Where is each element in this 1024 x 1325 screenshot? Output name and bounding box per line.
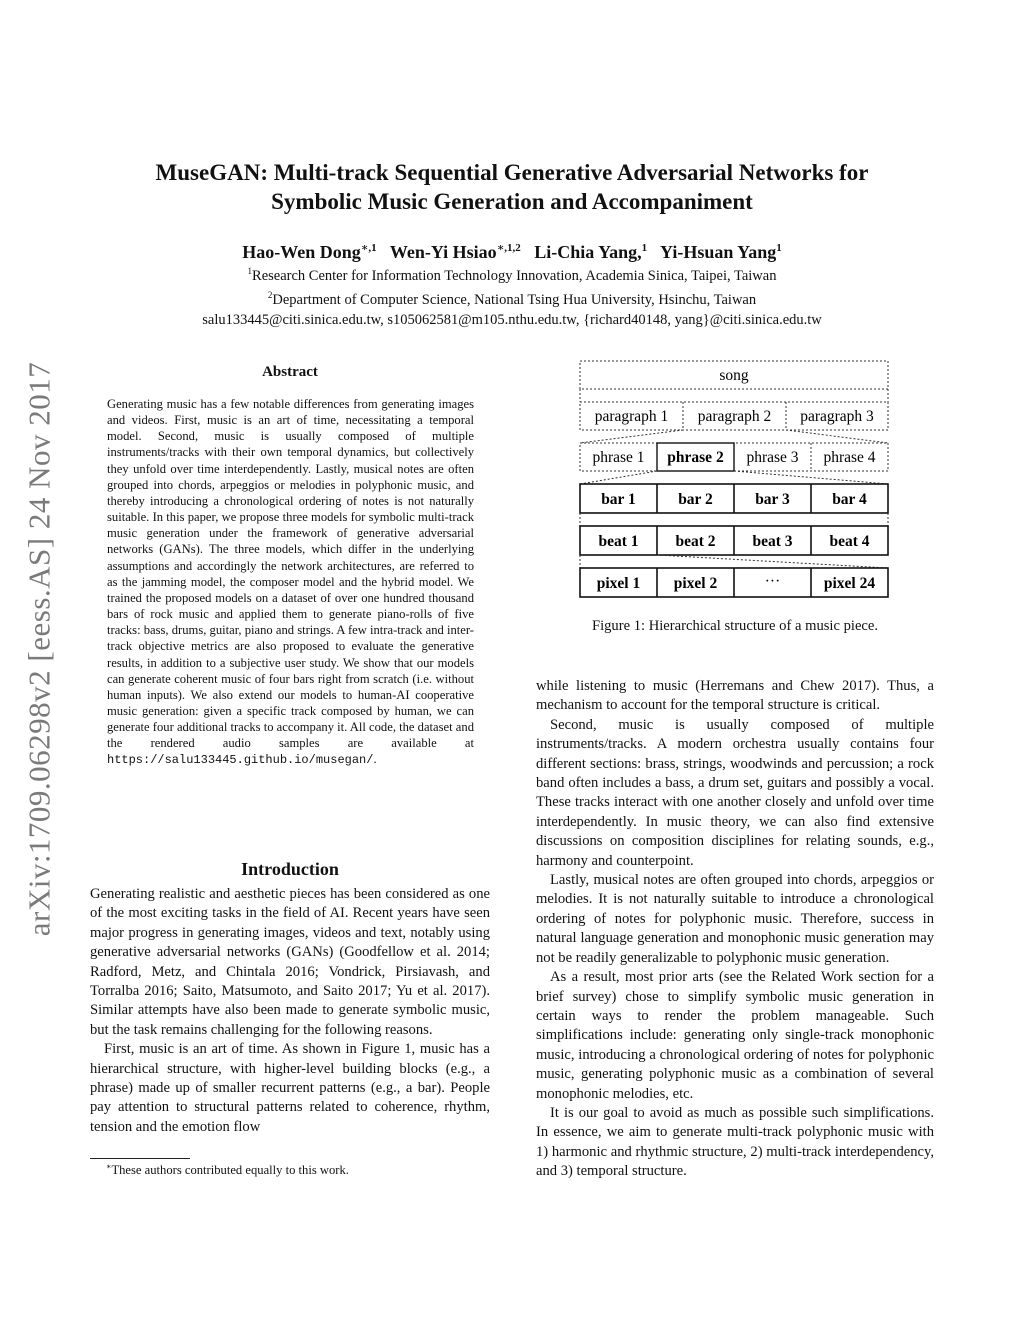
- author-2-affil: ∗,1,2: [496, 242, 521, 254]
- beat-4-label: beat 4: [829, 533, 870, 550]
- intro-paragraph-1: Generating realistic and aesthetic pieces has been considered as one of the most exciting tasks in the field of AI. Recent years have seen major progress in generating images, videos and text, notably using generative adversarial networks (GANs) (Goodfellow et al. 2014; Radford, Metz, and Chintala 2016; Vondrick, Pirsiavash, and Torralba 2016; Saito, Matsumoto, and Saito 2017; Yu et al. 2017). Similar attempts have also been made to generate symbolic music, but the task remains challenging for the following reasons.: [90, 886, 490, 1038]
- pixel-24-label: pixel 24: [823, 575, 876, 592]
- footnote-text: These authors contributed equally to this work.: [111, 1163, 349, 1178]
- right-column-body: [536, 677, 934, 1182]
- introduction-heading: Introduction: [241, 859, 339, 879]
- right-paragraph-0: while listening to music (Herremans and Chew 2017). Thus, a mechanism to account for the temporal structure is critical.: [536, 678, 934, 714]
- title-line-1: MuseGAN: Multi-track Sequential Generative Adversarial Networks for: [155, 160, 869, 185]
- phrase-3-label: phrase 3: [746, 449, 799, 466]
- paragraph-1-label: paragraph 1: [594, 408, 669, 425]
- paper-title: [120, 158, 904, 216]
- affiliation-1: [100, 262, 924, 286]
- phrase-1-label: phrase 1: [592, 449, 645, 466]
- intro-paragraph-2: First, music is an art of time. As shown in Figure 1, music has a hierarchical structure, with higher-level building blocks (e.g., a phrase) made up of smaller recurrent patterns (e.g., a bar). People pay attention to structural patterns related to coherence, rhythm, tension and the emotion flow: [90, 1041, 490, 1135]
- song-label: song: [719, 367, 749, 384]
- project-url: https://salu133445.github.io/musegan/: [107, 753, 374, 768]
- author-emails: salu133445@citi.sinica.edu.tw, s105062581@m105.nthu.edu.tw, {richard40148, yang}@citi.sinica.edu.tw: [202, 311, 822, 328]
- bar-2-label: bar 2: [678, 491, 713, 508]
- paragraph-3-label: paragraph 3: [800, 408, 874, 425]
- paragraph-2-label: paragraph 2: [697, 408, 772, 425]
- title-line-2: Symbolic Music Generation and Accompaniment: [271, 189, 753, 214]
- right-paragraph-1: Second, music is usually composed of multiple instruments/tracks. A modern orchestra usually contains four different sections: brass, strings, woodwinds and percussion; a rock band often includes a bass, a drum set, guitars and possibly a vocal. These tracks interact with one another closely and unfold over time interdependently. In music theory, we can also find extensive discussions on composition disciplines for relating sounds, e.g., harmony and counterpoint.: [536, 716, 934, 869]
- author-2: Wen-Yi Hsiao: [389, 242, 497, 262]
- pixel-ellipsis: ···: [764, 573, 781, 590]
- affiliation-2: [100, 286, 924, 310]
- author-1-affil: ∗,1: [360, 242, 377, 254]
- paragraph-connector-right: [786, 430, 888, 443]
- affiliation-2-text: Department of Computer Science, National Tsing Hua University, Hsinchu, Taiwan: [272, 292, 757, 309]
- abstract-text: Generating music has a few notable differences from generating images and videos. First, music is an art of time, necessitating a temporal model. Second, music is usually composed of multiple instruments/tracks with their own temporal dynamics, but collectively they unfold over time interdependently. Lastly, musical notes are often grouped into chords, arpeggios or melodies in polyphonic music, and thereby introducing a chronological ordering of notes is not naturally suitable. In this paper, we propose three models for symbolic multi-track music generation under the framework of generative adversarial networks (GANs). The three models, which differ in the underlying assumptions and accordingly the network architectures, are referred to as the jamming model, the composer model and the hybrid model. We trained the proposed models on a dataset of over one hundred thousand bars of rock music and applied them to generate piano-rolls of five tracks: bass, drums, guitar, piano and strings. A few intra-track and inter-track objective metrics are also proposed to evaluate the generative results, in addition to a subjective user study. We show that our models can generate coherent music of four bars right from scratch (i.e. without human inputs). We also extend our models to human-AI cooperative music generation: given a specific track composed by human, we can generate four additional tracks to accompany it. All code, the dataset and the rendered audio samples are available at: [107, 397, 474, 751]
- bar-4-label: bar 4: [832, 491, 867, 508]
- footnote: [106, 1162, 349, 1178]
- author-1: Hao-Wen Dong: [242, 242, 361, 262]
- affiliation-1-text: Research Center for Information Technology Innovation, Academia Sinica, Taipei, Taiwan: [252, 267, 777, 284]
- phrase-4-label: phrase 4: [823, 449, 876, 466]
- paragraph-connector-left: [580, 430, 683, 443]
- author-3: Li-Chia Yang,: [534, 242, 642, 262]
- beat-3-label: beat 3: [752, 533, 793, 550]
- pixel-1-label: pixel 1: [596, 575, 641, 592]
- figure-1-caption: Figure 1: Hierarchical structure of a music piece.: [591, 618, 879, 634]
- right-paragraph-4: It is our goal to avoid as much as possible such simplifications. In essence, we aim to generate multi-track polyphonic music with 1) harmonic and rhythmic structure, 2) multi-track interdependency, and 3) temporal structure.: [536, 1104, 934, 1180]
- abstract-url-end: .: [373, 752, 377, 767]
- author-3-affil: 1: [641, 242, 648, 254]
- right-paragraph-3: As a result, most prior arts (see the Related Work section for a brief survey) chose to simplify symbolic music generation in certain ways to render the problem manageable. Such simplifications include: generating only single-track monophonic music, introducing a chronological ordering of notes for polyphonic music, generating polyphonic music as a combination of several monophonic melodies, etc.: [536, 969, 934, 1102]
- right-paragraph-2: Lastly, musical notes are often grouped into chords, arpeggios or melodies. It is not naturally suitable to introduce a chronological ordering of notes for polyphonic music. Therefore, success in natural language generation and monophonic music generation may not be readily generalizable to polyphonic music generation.: [536, 872, 934, 966]
- affiliations: [100, 262, 924, 330]
- affiliation-1-mark: 1: [247, 266, 253, 276]
- footnote-mark: ∗: [106, 1162, 112, 1171]
- phrase-connector-left: [580, 471, 657, 484]
- beat-2-label: beat 2: [675, 533, 716, 550]
- abstract-heading: Abstract: [262, 364, 318, 380]
- affiliation-2-mark: 2: [267, 290, 273, 301]
- footnote-rule: [90, 1158, 190, 1159]
- abstract-body: [107, 396, 474, 769]
- bar-1-label: bar 1: [601, 491, 636, 508]
- introduction-body: [90, 885, 490, 1137]
- phrase-connector-right: [734, 471, 888, 484]
- figure-1-hierarchy: [572, 358, 896, 598]
- author-list: [120, 236, 904, 264]
- beat-1-label: beat 1: [598, 533, 639, 550]
- phrase-2-label: phrase 2: [667, 449, 724, 466]
- arxiv-stamp: [6, 338, 72, 960]
- arxiv-stamp-text: arXiv:1709.06298v2 [eess.AS] 24 Nov 2017: [21, 361, 57, 937]
- bar-3-label: bar 3: [755, 491, 790, 508]
- beat-connector-right: [657, 555, 888, 568]
- pixel-2-label: pixel 2: [673, 575, 718, 592]
- author-4-affil: 1: [776, 242, 782, 254]
- author-4: Yi-Hsuan Yang: [660, 242, 777, 262]
